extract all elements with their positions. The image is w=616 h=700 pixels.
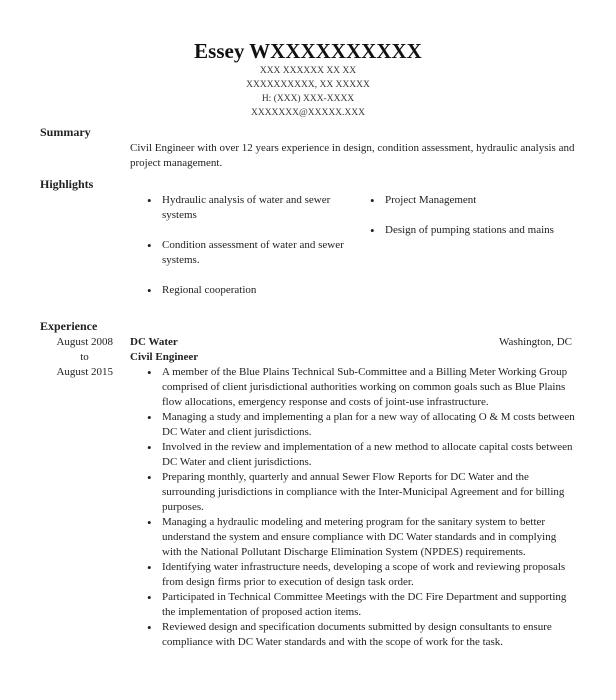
job-title: Civil Engineer [130,351,199,363]
highlight-item: • Project Management [370,193,580,208]
highlights-column-2 [370,193,580,253]
job-dates [40,335,113,380]
highlight-item: • Regional cooperation [147,283,362,298]
responsibility-item: • Participated in Technical Committee Meetings with the DC Fire Department and supporting the implementation of proposed action items. [147,590,575,620]
responsibility-item: • Preparing monthly, quarterly and annual Sewer Flow Reports for DC Water and the surrounding jurisdictions in compliance with the Inter-Municipal Agreement and for billing purposes. [147,470,575,515]
responsibility-item: • Managing a study and implementing a plan for a new way of allocating O & M costs between DC Water and client jurisdictions. [147,410,575,440]
responsibility-item: • Reviewed design and specification documents submitted by design consultants to ensure compliance with DC Water standards and with the scope of work for the task. [147,620,575,650]
job-responsibilities [147,365,575,650]
summary-text: Civil Engineer with over 12 years experience in design, condition assessment, hydraulic analysis and project management. [130,142,575,169]
job-location: Washington, DC [498,336,572,348]
job-company: DC Water [130,336,178,348]
highlights-heading: Highlights [40,177,94,191]
responsibility-item: • Involved in the review and implementation of a new method to allocate capital costs between DC Water and client jurisdictions. [147,440,575,470]
summary-heading: Summary [40,125,91,139]
job-start-date: August 2008 [56,336,113,348]
responsibility-item: • A member of the Blue Plains Technical Sub-Committee and a Billing Meter Working Group comprised of client jurisdictional authorities working on common goals such as Blue Plains flow allocations, emergency response and costs of joint-use infrastructure. [147,365,575,410]
contact-address: XXX XXXXXX XX XX [259,66,357,76]
job-date-separator: to [80,351,89,363]
responsibility-item: • Managing a hydraulic modeling and metering program for the sanitary system to better understand the system and ensure compliance with DC Water standards and in complying with the National Pollutant Discharge Elimination System (NPDES) requirements. [147,515,575,560]
highlight-item: • Design of pumping stations and mains [370,223,580,238]
contact-email: XXXXXXX@XXXXX.XXX [250,108,366,118]
experience-heading: Experience [40,319,98,333]
highlight-item: • Condition assessment of water and sewer systems. [147,238,362,268]
highlights-column-1 [147,193,362,313]
job-end-date: August 2015 [56,366,113,378]
candidate-name: Essey WXXXXXXXXXX [194,39,422,63]
responsibility-item: • Identifying water infrastructure needs, developing a scope of work and reviewing proposals from design firms prior to execution of design task order. [147,560,575,590]
contact-city: XXXXXXXXXX, XX XXXXX [246,80,370,90]
highlight-item: • Hydraulic analysis of water and sewer systems [147,193,362,223]
contact-phone: H: (XXX) XXX-XXXX [261,94,355,104]
